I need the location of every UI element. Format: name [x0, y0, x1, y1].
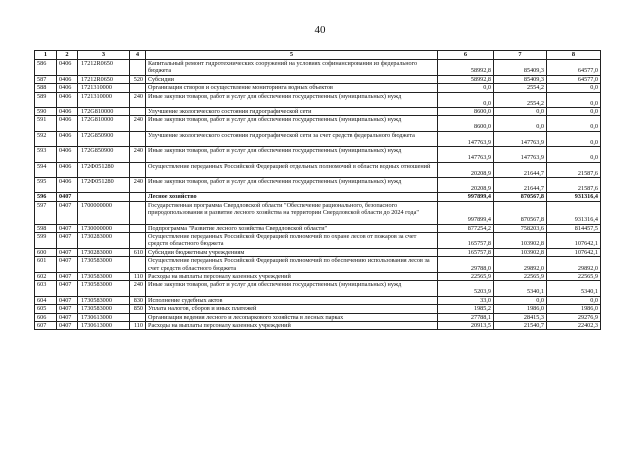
section-code-cell: 0407 [57, 281, 78, 296]
table-row [35, 281, 601, 296]
table-row [35, 75, 601, 83]
target-article-cell: 172Ф051280 [78, 177, 130, 192]
header-cell: 6 [438, 51, 494, 60]
target-article-cell: 1730000000 [78, 224, 130, 232]
amount-2025-cell: 64577,0 [547, 75, 601, 83]
amount-2024-cell: 0,0 [494, 296, 547, 304]
target-article-cell: 1721310000 [78, 92, 130, 107]
expense-type-cell: 520 [130, 75, 146, 83]
amount-2024-cell: 0,0 [494, 116, 547, 131]
expense-type-cell [130, 224, 146, 232]
amount-2025-cell: 0,0 [547, 147, 601, 162]
amount-2025-cell: 0,0 [547, 92, 601, 107]
table-row [35, 60, 601, 76]
table-row [35, 273, 601, 281]
amount-2024-cell: 147763,9 [494, 131, 547, 146]
target-article-cell: 172G850900 [78, 131, 130, 146]
amount-2025-cell: 29892,0 [547, 257, 601, 273]
target-article-cell: 1700000000 [78, 201, 130, 224]
item-name-cell: Иные закупки товаров, работ и услуг для обеспечения государственных (муниципальных) нужд [146, 92, 438, 107]
item-name-cell: Осуществление переданных Российской Федерацией полномочий по обеспечению использования лесов за счет средств областного бюджета [146, 257, 438, 273]
table-row [35, 257, 601, 273]
target-article-cell: 1730583000 [78, 273, 130, 281]
target-article-cell: 1730583000 [78, 281, 130, 296]
expense-type-cell: 110 [130, 322, 146, 330]
amount-2025-cell: 1986,0 [547, 305, 601, 313]
item-name-cell: Организация ведения лесного и лесопаркового хозяйства в лесных парках [146, 313, 438, 321]
item-name-cell: Расходы на выплаты персоналу казенных учреждений [146, 273, 438, 281]
table-row [35, 116, 601, 131]
amount-2025-cell: 0,0 [547, 108, 601, 116]
item-name-cell: Иные закупки товаров, работ и услуг для обеспечения государственных (муниципальных) нужд [146, 116, 438, 131]
row-number-cell: 591 [35, 116, 57, 131]
amount-2023-cell: 147763,9 [438, 131, 494, 146]
row-number-cell: 601 [35, 257, 57, 273]
item-name-cell: Подпрограмма "Развитие лесного хозяйства Свердловской области" [146, 224, 438, 232]
expense-type-cell: 830 [130, 296, 146, 304]
header-cell: 1 [35, 51, 57, 60]
amount-2023-cell: 1985,2 [438, 305, 494, 313]
expense-type-cell [130, 60, 146, 76]
table-body [35, 60, 601, 330]
table-row [35, 224, 601, 232]
amount-2025-cell: 21587,6 [547, 177, 601, 192]
target-article-cell: 172G850900 [78, 147, 130, 162]
table-row [35, 92, 601, 107]
section-code-cell: 0406 [57, 75, 78, 83]
expense-type-cell: 110 [130, 273, 146, 281]
expense-type-cell: 240 [130, 177, 146, 192]
target-article-cell: 1730583000 [78, 257, 130, 273]
amount-2024-cell: 870567,8 [494, 201, 547, 224]
amount-2024-cell: 870567,8 [494, 193, 547, 201]
table-row [35, 232, 601, 248]
target-article-cell: 1721310000 [78, 84, 130, 92]
row-number-cell: 599 [35, 232, 57, 248]
amount-2023-cell: 22565,9 [438, 273, 494, 281]
expense-type-cell: 240 [130, 116, 146, 131]
amount-2025-cell: 107642,1 [547, 232, 601, 248]
item-name-cell: Организация створов и осуществление мониторинга водных объектов [146, 84, 438, 92]
row-number-cell: 589 [35, 92, 57, 107]
item-name-cell: Государственная программа Свердловской области "Обеспечение рационального, безопасного природопользования и развитие лесного хозяйства на территории Свердловской области до 2024 года" [146, 201, 438, 224]
amount-2023-cell: 997899,4 [438, 193, 494, 201]
amount-2024-cell: 2554,2 [494, 92, 547, 107]
amount-2024-cell: 85409,3 [494, 75, 547, 83]
table-row [35, 322, 601, 330]
amount-2024-cell: 2554,2 [494, 84, 547, 92]
table-row [35, 296, 601, 304]
expense-type-cell [130, 193, 146, 201]
amount-2024-cell: 758203,6 [494, 224, 547, 232]
item-name-cell: Улучшение экологического состояния гидрографической сети за счет средств федерального бюджета [146, 131, 438, 146]
row-number-cell: 597 [35, 201, 57, 224]
amount-2023-cell: 877254,2 [438, 224, 494, 232]
target-article-cell: 1730283000 [78, 232, 130, 248]
section-code-cell: 0407 [57, 248, 78, 256]
amount-2023-cell: 20208,9 [438, 177, 494, 192]
expense-type-cell [130, 257, 146, 273]
amount-2024-cell: 29892,0 [494, 257, 547, 273]
page-number: 40 [314, 24, 326, 36]
section-code-cell: 0406 [57, 60, 78, 76]
section-code-cell: 0406 [57, 84, 78, 92]
amount-2024-cell: 22565,9 [494, 273, 547, 281]
section-code-cell: 0407 [57, 296, 78, 304]
row-number-cell: 587 [35, 75, 57, 83]
table-row [35, 108, 601, 116]
amount-2025-cell: 0,0 [547, 84, 601, 92]
table-row [35, 313, 601, 321]
amount-2025-cell: 107642,1 [547, 248, 601, 256]
target-article-cell: 172Ф051280 [78, 162, 130, 177]
table-row [35, 305, 601, 313]
table-row [35, 162, 601, 177]
table-row [35, 248, 601, 256]
section-code-cell: 0407 [57, 201, 78, 224]
header-cell: 8 [547, 51, 601, 60]
section-code-cell: 0407 [57, 193, 78, 201]
section-code-cell: 0407 [57, 322, 78, 330]
row-number-cell: 592 [35, 131, 57, 146]
target-article-cell: 172G810000 [78, 108, 130, 116]
section-code-cell: 0407 [57, 305, 78, 313]
amount-2023-cell: 20913,5 [438, 322, 494, 330]
amount-2024-cell: 21644,7 [494, 177, 547, 192]
amount-2025-cell: 64577,0 [547, 60, 601, 76]
section-code-cell: 0406 [57, 131, 78, 146]
item-name-cell: Улучшение экологического состояния гидрографической сети [146, 108, 438, 116]
section-code-cell: 0407 [57, 224, 78, 232]
header-cell: 4 [130, 51, 146, 60]
amount-2023-cell: 29788,0 [438, 257, 494, 273]
table-row [35, 177, 601, 192]
amount-2023-cell: 33,0 [438, 296, 494, 304]
amount-2024-cell: 21540,7 [494, 322, 547, 330]
target-article-cell: 1730583000 [78, 305, 130, 313]
item-name-cell: Уплата налогов, сборов и иных платежей [146, 305, 438, 313]
section-code-cell: 0407 [57, 273, 78, 281]
expense-type-cell: 240 [130, 281, 146, 296]
amount-2025-cell: 814457,5 [547, 224, 601, 232]
section-code-cell: 0406 [57, 116, 78, 131]
item-name-cell: Осуществление переданных Российской Федерацией полномочий по охране лесов от пожаров за счет средств областного бюджета [146, 232, 438, 248]
amount-2023-cell: 8600,0 [438, 116, 494, 131]
amount-2023-cell: 58992,8 [438, 60, 494, 76]
amount-2023-cell: 8600,0 [438, 108, 494, 116]
row-number-cell: 593 [35, 147, 57, 162]
target-article-cell: 172G810000 [78, 116, 130, 131]
expense-type-cell [130, 84, 146, 92]
expense-type-cell: 240 [130, 92, 146, 107]
row-number-cell: 604 [35, 296, 57, 304]
row-number-cell: 588 [35, 84, 57, 92]
row-number-cell: 606 [35, 313, 57, 321]
expense-type-cell: 850 [130, 305, 146, 313]
row-number-cell: 595 [35, 177, 57, 192]
expense-type-cell [130, 108, 146, 116]
amount-2024-cell: 21644,7 [494, 162, 547, 177]
row-number-cell: 596 [35, 193, 57, 201]
expense-type-cell [130, 162, 146, 177]
amount-2025-cell: 29276,9 [547, 313, 601, 321]
item-name-cell: Иные закупки товаров, работ и услуг для обеспечения государственных (муниципальных) нужд [146, 177, 438, 192]
item-name-cell: Расходы на выплаты персоналу казенных учреждений [146, 322, 438, 330]
table-row [35, 193, 601, 201]
amount-2024-cell: 103902,8 [494, 232, 547, 248]
amount-2024-cell: 5340,1 [494, 281, 547, 296]
amount-2025-cell: 21587,6 [547, 162, 601, 177]
item-name-cell: Осуществление переданных Российской Федерацией отдельных полномочий в области водных отношений [146, 162, 438, 177]
table-row [35, 84, 601, 92]
amount-2024-cell: 1986,0 [494, 305, 547, 313]
expense-type-cell [130, 313, 146, 321]
amount-2025-cell: 931316,4 [547, 201, 601, 224]
target-article-cell: 1730583000 [78, 296, 130, 304]
header-row [35, 51, 601, 60]
amount-2024-cell: 85409,3 [494, 60, 547, 76]
target-article-cell: 17212R0650 [78, 75, 130, 83]
target-article-cell: 1730283000 [78, 248, 130, 256]
section-code-cell: 0406 [57, 108, 78, 116]
amount-2023-cell: 165757,8 [438, 248, 494, 256]
row-number-cell: 605 [35, 305, 57, 313]
target-article-cell [78, 193, 130, 201]
amount-2024-cell: 28415,3 [494, 313, 547, 321]
target-article-cell: 17212R0650 [78, 60, 130, 76]
row-number-cell: 602 [35, 273, 57, 281]
row-number-cell: 603 [35, 281, 57, 296]
item-name-cell: Субсидии бюджетным учреждениям [146, 248, 438, 256]
amount-2023-cell: 147763,9 [438, 147, 494, 162]
amount-2024-cell: 147763,9 [494, 147, 547, 162]
item-name-cell: Субсидии [146, 75, 438, 83]
section-code-cell: 0406 [57, 147, 78, 162]
amount-2025-cell: 0,0 [547, 116, 601, 131]
item-name-cell: Лесное хозяйство [146, 193, 438, 201]
amount-2025-cell: 0,0 [547, 296, 601, 304]
amount-2024-cell: 0,0 [494, 108, 547, 116]
amount-2025-cell: 0,0 [547, 131, 601, 146]
header-cell: 5 [146, 51, 438, 60]
target-article-cell: 1730613000 [78, 322, 130, 330]
row-number-cell: 598 [35, 224, 57, 232]
row-number-cell: 590 [35, 108, 57, 116]
item-name-cell: Исполнение судебных актов [146, 296, 438, 304]
row-number-cell: 594 [35, 162, 57, 177]
row-number-cell: 600 [35, 248, 57, 256]
section-code-cell: 0407 [57, 313, 78, 321]
section-code-cell: 0406 [57, 177, 78, 192]
item-name-cell: Иные закупки товаров, работ и услуг для обеспечения государственных (муниципальных) нужд [146, 281, 438, 296]
row-number-cell: 586 [35, 60, 57, 76]
target-article-cell: 1730613000 [78, 313, 130, 321]
row-number-cell: 607 [35, 322, 57, 330]
item-name-cell: Капитальный ремонт гидротехнических сооружений на условиях софинансирования из федерального бюджета [146, 60, 438, 76]
amount-2025-cell: 22565,9 [547, 273, 601, 281]
expense-type-cell [130, 201, 146, 224]
section-code-cell: 0406 [57, 92, 78, 107]
table-row [35, 147, 601, 162]
amount-2025-cell: 5340,1 [547, 281, 601, 296]
header-cell: 7 [494, 51, 547, 60]
section-code-cell: 0406 [57, 162, 78, 177]
table-row [35, 131, 601, 146]
budget-table [34, 50, 601, 330]
amount-2023-cell: 20208,9 [438, 162, 494, 177]
item-name-cell: Иные закупки товаров, работ и услуг для обеспечения государственных (муниципальных) нужд [146, 147, 438, 162]
section-code-cell: 0407 [57, 257, 78, 273]
amount-2023-cell: 0,0 [438, 84, 494, 92]
amount-2023-cell: 165757,8 [438, 232, 494, 248]
amount-2023-cell: 997899,4 [438, 201, 494, 224]
expense-type-cell [130, 131, 146, 146]
amount-2023-cell: 58992,8 [438, 75, 494, 83]
amount-2023-cell: 0,0 [438, 92, 494, 107]
amount-2023-cell: 27788,1 [438, 313, 494, 321]
amount-2023-cell: 5203,9 [438, 281, 494, 296]
header-cell: 2 [57, 51, 78, 60]
amount-2024-cell: 103902,8 [494, 248, 547, 256]
amount-2025-cell: 931316,4 [547, 193, 601, 201]
amount-2025-cell: 22402,3 [547, 322, 601, 330]
table-row [35, 201, 601, 224]
header-cell: 3 [78, 51, 130, 60]
expense-type-cell: 240 [130, 147, 146, 162]
expense-type-cell [130, 232, 146, 248]
section-code-cell: 0407 [57, 232, 78, 248]
expense-type-cell: 610 [130, 248, 146, 256]
